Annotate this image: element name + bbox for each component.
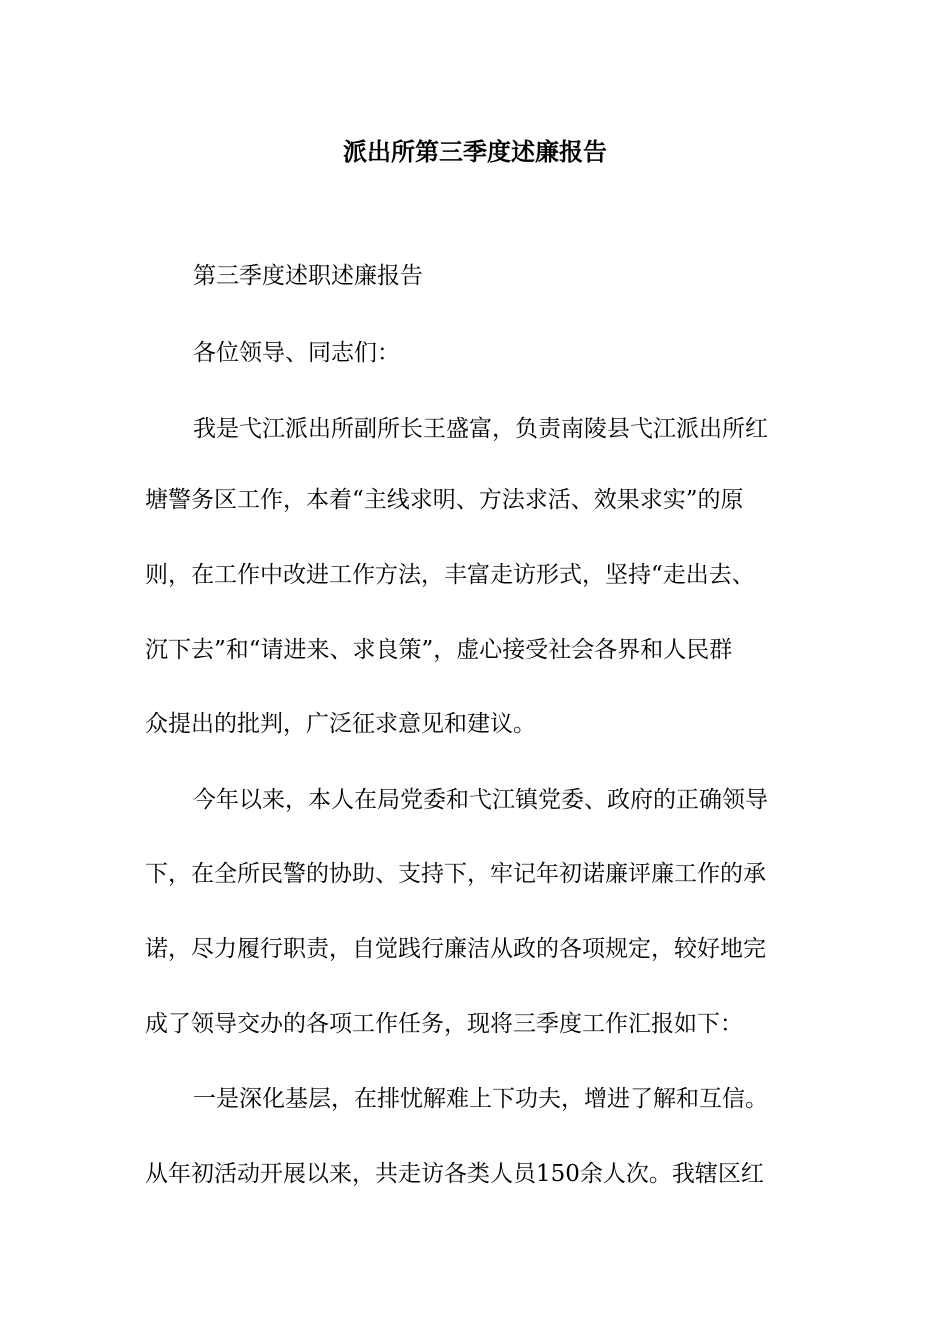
paragraph-2-line-2: 下，在全所民警的协助、支持下，牢记年初诺廉评廉工作的承: [145, 861, 766, 887]
paragraph-3-line-1: 一是深化基层，在排忧解难上下功夫，增进了解和互信。: [193, 1086, 768, 1112]
subtitle-line: 第三季度述职述廉报告: [193, 263, 423, 289]
paragraph-2-line-3: 诺，尽力履行职责，自觉践行廉洁从政的各项规定，较好地完: [145, 936, 766, 962]
paragraph-2-line-1: 今年以来，本人在局党委和弋江镇党委、政府的正确领导: [193, 787, 768, 813]
paragraph-3-line-2: 从年初活动开展以来，共走访各类人员150余人次。我辖区红: [145, 1161, 764, 1187]
salutation-line: 各位领导、同志们：: [193, 340, 400, 366]
paragraph-1-line-5: 众提出的批判，广泛征求意见和建议。: [145, 711, 536, 737]
paragraph-2-line-4: 成了领导交办的各项工作任务，现将三季度工作汇报如下：: [145, 1011, 743, 1037]
paragraph-1-line-1: 我是弋江派出所副所长王盛富，负责南陵县弋江派出所红: [193, 416, 768, 442]
paragraph-1-line-2: 塘警务区工作，本着“主线求明、方法求活、效果求实”的原: [145, 487, 744, 513]
document-title: 派出所第三季度述廉报告: [343, 137, 607, 166]
paragraph-1-line-4: 沉下去”和“请进来、求良策”，虚心接受社会各界和人民群: [145, 637, 733, 663]
paragraph-1-line-3: 则，在工作中改进工作方法，丰富走访形式，坚持“走出去、: [145, 562, 755, 588]
